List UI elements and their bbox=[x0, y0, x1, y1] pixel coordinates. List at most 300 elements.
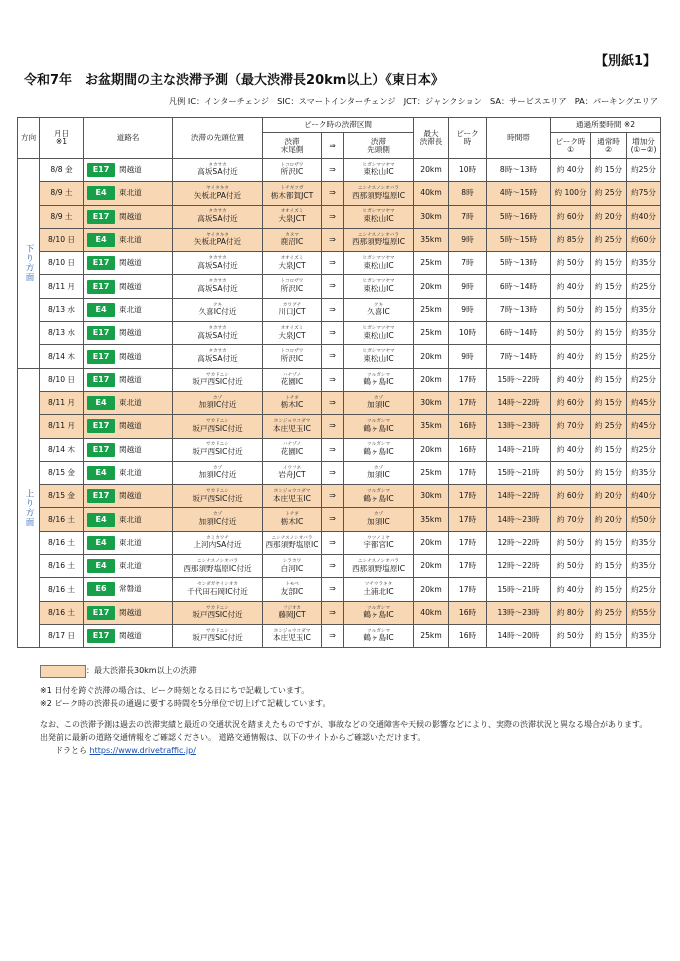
period-cell: 13時～23時 bbox=[487, 415, 551, 438]
head-name: 高坂SA付近 bbox=[197, 260, 238, 270]
road-cell bbox=[84, 555, 173, 578]
period-cell: 12時～22時 bbox=[487, 531, 551, 554]
footnote-2: ※2 ピーク時の渋滞長の通過に要する時間を5分単位で切上げて記載しています。 bbox=[40, 699, 331, 708]
travel-normal-cell: 約 25分 bbox=[591, 228, 627, 251]
tail-name: 西那須野塩原IC bbox=[265, 540, 319, 550]
tail-name: 岩舟JCT bbox=[278, 470, 306, 480]
arrow-cell: ⇒ bbox=[322, 322, 344, 345]
tail-name: 大泉JCT bbox=[278, 260, 306, 270]
front-name: 鶴ヶ島IC bbox=[363, 377, 394, 387]
col-travel-time: 通過所要時間 ※2 bbox=[551, 118, 661, 133]
head-position-cell bbox=[173, 182, 263, 205]
travel-added-cell: 約25分 bbox=[627, 275, 661, 298]
attachment-label: 【別紙1】 bbox=[594, 54, 656, 69]
period-cell: 12時～22時 bbox=[487, 555, 551, 578]
period-cell: 5時～13時 bbox=[487, 252, 551, 275]
max-length-cell: 35km bbox=[414, 415, 449, 438]
road-cell bbox=[84, 508, 173, 531]
table-row bbox=[18, 368, 661, 391]
date-cell: 8/16 土 bbox=[40, 508, 84, 531]
table-row bbox=[18, 391, 661, 414]
tail-cell bbox=[263, 415, 322, 438]
road-cell bbox=[84, 438, 173, 461]
date-cell: 8/16 土 bbox=[40, 601, 84, 624]
tail-name: 栃木都賀JCT bbox=[270, 190, 314, 200]
front-name: 宇都宮IC bbox=[363, 540, 394, 550]
arrow-cell: ⇒ bbox=[322, 578, 344, 601]
travel-normal-cell: 約 20分 bbox=[591, 508, 627, 531]
travel-normal-cell: 約 15分 bbox=[591, 555, 627, 578]
period-cell: 14時～22時 bbox=[487, 485, 551, 508]
arrow-cell: ⇒ bbox=[322, 368, 344, 391]
road-cell bbox=[84, 531, 173, 554]
travel-added-cell: 約35分 bbox=[627, 461, 661, 484]
front-name: 久喜IC bbox=[367, 307, 390, 317]
travel-added-cell: 約35分 bbox=[627, 322, 661, 345]
table-row bbox=[18, 578, 661, 601]
travel-peak-cell: 約 50分 bbox=[551, 461, 591, 484]
front-name: 加須IC bbox=[367, 516, 390, 526]
tail-reading: シラカワ bbox=[282, 558, 302, 564]
travel-peak-cell: 約 60分 bbox=[551, 391, 591, 414]
head-reading: カゾ bbox=[212, 395, 223, 401]
road-code-badge: E4 bbox=[87, 536, 115, 550]
travel-added-cell: 約25分 bbox=[627, 578, 661, 601]
arrow-cell: ⇒ bbox=[322, 391, 344, 414]
front-reading: ツルガシマ bbox=[367, 628, 390, 634]
peak-hour-cell: 16時 bbox=[449, 415, 487, 438]
road-code-badge: E17 bbox=[87, 326, 115, 340]
head-name: 坂戸西SIC付近 bbox=[192, 610, 243, 620]
tail-cell bbox=[263, 578, 322, 601]
front-name: 鶴ヶ島IC bbox=[363, 423, 394, 433]
peak-hour-cell: 16時 bbox=[449, 438, 487, 461]
front-reading: ヒガシマツヤマ bbox=[362, 162, 395, 168]
front-reading: ヒガシマツヤマ bbox=[362, 325, 395, 331]
head-name: 加須IC付近 bbox=[198, 470, 237, 480]
max-length-cell: 35km bbox=[414, 508, 449, 531]
front-reading: ニシナスノシオバラ bbox=[358, 186, 399, 192]
arrow-cell: ⇒ bbox=[322, 531, 344, 554]
road-name: 東北道 bbox=[119, 468, 142, 478]
front-reading: ヒガシマツヤマ bbox=[362, 256, 395, 262]
head-reading: ニシナスノシオバラ bbox=[197, 558, 238, 564]
travel-peak-cell: 約 40分 bbox=[551, 275, 591, 298]
road-name: 東北道 bbox=[119, 514, 142, 524]
road-name: 東北道 bbox=[119, 304, 142, 314]
traffic-site bbox=[55, 745, 196, 756]
front-name: 鶴ヶ島IC bbox=[363, 447, 394, 457]
site-label: ドラとら bbox=[55, 746, 87, 755]
front-cell bbox=[344, 601, 414, 624]
tail-reading: トチギ bbox=[285, 395, 299, 401]
period-cell: 7時～13時 bbox=[487, 298, 551, 321]
travel-added-cell: 約25分 bbox=[627, 368, 661, 391]
max-length-cell: 20km bbox=[414, 368, 449, 391]
travel-added-cell: 約55分 bbox=[627, 601, 661, 624]
site-link[interactable]: https://www.drivetraffic.jp/ bbox=[89, 746, 196, 755]
period-cell: 15時～22時 bbox=[487, 368, 551, 391]
tail-reading: トチギツガ bbox=[280, 186, 304, 192]
tail-cell bbox=[263, 228, 322, 251]
tail-cell bbox=[263, 391, 322, 414]
max-length-cell: 35km bbox=[414, 228, 449, 251]
head-name: 高坂SA付近 bbox=[197, 353, 238, 363]
period-cell: 5時～16時 bbox=[487, 205, 551, 228]
tail-reading: ホンジョウコダマ bbox=[273, 628, 311, 634]
peak-hour-cell: 17時 bbox=[449, 555, 487, 578]
front-reading: ツチウラキタ bbox=[364, 582, 393, 588]
front-reading: カゾ bbox=[373, 512, 384, 518]
road-code-badge: E4 bbox=[87, 513, 115, 527]
head-position-cell bbox=[173, 252, 263, 275]
head-reading: カゾ bbox=[212, 465, 223, 471]
road-cell bbox=[84, 275, 173, 298]
road-cell bbox=[84, 415, 173, 438]
date-cell: 8/17 日 bbox=[40, 624, 84, 647]
front-cell bbox=[344, 391, 414, 414]
head-reading: タカサカ bbox=[208, 349, 227, 355]
road-code-badge: E6 bbox=[87, 582, 115, 596]
front-name: 鶴ヶ島IC bbox=[363, 633, 394, 643]
col-arrow: ⇒ bbox=[322, 133, 344, 159]
period-cell: 8時～13時 bbox=[487, 159, 551, 182]
head-position-cell bbox=[173, 391, 263, 414]
travel-peak-cell: 約 50分 bbox=[551, 531, 591, 554]
road-name: 関越道 bbox=[119, 258, 142, 268]
road-cell bbox=[84, 624, 173, 647]
peak-hour-cell: 17時 bbox=[449, 531, 487, 554]
travel-added-cell: 約35分 bbox=[627, 298, 661, 321]
front-cell bbox=[344, 415, 414, 438]
front-name: 東松山IC bbox=[363, 330, 394, 340]
period-cell: 14時～22時 bbox=[487, 391, 551, 414]
road-name: 関越道 bbox=[119, 421, 142, 431]
front-reading: カゾ bbox=[373, 465, 384, 471]
tail-name: 花園IC bbox=[280, 377, 304, 387]
tail-name: 栃木IC bbox=[280, 400, 304, 410]
travel-added-cell: 約60分 bbox=[627, 228, 661, 251]
travel-normal-cell: 約 25分 bbox=[591, 415, 627, 438]
arrow-cell: ⇒ bbox=[322, 438, 344, 461]
head-reading: タカサカ bbox=[208, 162, 227, 168]
peak-hour-cell: 17時 bbox=[449, 485, 487, 508]
tail-cell bbox=[263, 252, 322, 275]
arrow-cell: ⇒ bbox=[322, 159, 344, 182]
head-reading: ヤイタキタ bbox=[206, 186, 229, 192]
front-name: 鶴ヶ島IC bbox=[363, 493, 394, 503]
head-name: 上河内SA付近 bbox=[193, 540, 242, 550]
tail-reading: オオイズミ bbox=[280, 209, 304, 215]
travel-normal-cell: 約 25分 bbox=[591, 182, 627, 205]
tail-reading: ニシナスノシオバラ bbox=[271, 535, 313, 541]
info-note: 出発前に最新の道路交通情報をご確認ください。 道路交通情報は、以下のサイトからご確認いただけます。 bbox=[40, 733, 426, 742]
front-cell bbox=[344, 182, 414, 205]
legend-note: ：最大渋滞長30km以上の渋滞 bbox=[86, 666, 197, 675]
tail-reading: ホンジョウコダマ bbox=[273, 489, 311, 495]
max-length-cell: 20km bbox=[414, 531, 449, 554]
peak-hour-cell: 17時 bbox=[449, 461, 487, 484]
travel-peak-cell: 約 50分 bbox=[551, 624, 591, 647]
tail-cell bbox=[263, 322, 322, 345]
front-name: 東松山IC bbox=[363, 353, 394, 363]
max-length-cell: 30km bbox=[414, 485, 449, 508]
front-cell bbox=[344, 322, 414, 345]
col-peak-hour: ピーク 時 bbox=[449, 118, 487, 159]
head-name: 高坂SA付近 bbox=[197, 167, 238, 177]
road-cell bbox=[84, 578, 173, 601]
date-cell: 8/8 金 bbox=[40, 159, 84, 182]
head-position-cell bbox=[173, 159, 263, 182]
front-reading: クキ bbox=[373, 302, 384, 308]
travel-peak-cell: 約 100分 bbox=[551, 182, 591, 205]
max-length-cell: 20km bbox=[414, 438, 449, 461]
arrow-cell: ⇒ bbox=[322, 252, 344, 275]
front-reading: ヒガシマツヤマ bbox=[362, 349, 395, 355]
tail-cell bbox=[263, 298, 322, 321]
front-name: 東松山IC bbox=[363, 214, 394, 224]
max-length-cell: 40km bbox=[414, 182, 449, 205]
peak-hour-cell: 16時 bbox=[449, 601, 487, 624]
head-position-cell bbox=[173, 624, 263, 647]
tail-name: 本庄児玉IC bbox=[273, 423, 311, 433]
travel-added-cell: 約25分 bbox=[627, 159, 661, 182]
tail-cell bbox=[263, 182, 322, 205]
date-cell: 8/9 土 bbox=[40, 182, 84, 205]
head-position-cell bbox=[173, 322, 263, 345]
col-travel-peak: ピーク時 ① bbox=[551, 133, 591, 159]
tail-name: 所沢IC bbox=[280, 353, 304, 363]
travel-peak-cell: 約 40分 bbox=[551, 578, 591, 601]
tail-reading: トコロザワ bbox=[280, 279, 304, 285]
front-reading: ツルガシマ bbox=[367, 489, 390, 495]
head-name: 加須IC付近 bbox=[198, 516, 237, 526]
front-reading: ツルガシマ bbox=[367, 419, 390, 425]
head-reading: タカサカ bbox=[208, 209, 227, 215]
period-cell: 7時～14時 bbox=[487, 345, 551, 368]
max-length-cell: 30km bbox=[414, 391, 449, 414]
front-reading: カゾ bbox=[373, 395, 384, 401]
table-row bbox=[18, 438, 661, 461]
travel-peak-cell: 約 50分 bbox=[551, 555, 591, 578]
travel-normal-cell: 約 20分 bbox=[591, 205, 627, 228]
front-cell bbox=[344, 578, 414, 601]
front-cell bbox=[344, 531, 414, 554]
max-length-cell: 30km bbox=[414, 205, 449, 228]
road-name: 東北道 bbox=[119, 398, 142, 408]
tail-reading: フジオカ bbox=[282, 605, 302, 611]
period-cell: 14時～20時 bbox=[487, 624, 551, 647]
table-row bbox=[18, 461, 661, 484]
arrow-cell: ⇒ bbox=[322, 182, 344, 205]
front-name: 鶴ヶ島IC bbox=[363, 610, 394, 620]
max-length-cell: 20km bbox=[414, 159, 449, 182]
tail-name: 白河IC bbox=[280, 563, 304, 573]
road-code-badge: E17 bbox=[87, 443, 115, 457]
table-row bbox=[18, 508, 661, 531]
period-cell: 4時～15時 bbox=[487, 182, 551, 205]
date-cell: 8/16 土 bbox=[40, 531, 84, 554]
travel-peak-cell: 約 40分 bbox=[551, 159, 591, 182]
tail-reading: カワグチ bbox=[282, 302, 302, 308]
col-travel-added: 増加分 (①−②) bbox=[627, 133, 661, 159]
arrow-cell: ⇒ bbox=[322, 485, 344, 508]
arrow-cell: ⇒ bbox=[322, 461, 344, 484]
date-cell: 8/11 月 bbox=[40, 391, 84, 414]
date-cell: 8/10 日 bbox=[40, 368, 84, 391]
travel-normal-cell: 約 15分 bbox=[591, 438, 627, 461]
front-name: 西那須野塩原IC bbox=[351, 563, 406, 573]
travel-peak-cell: 約 85分 bbox=[551, 228, 591, 251]
front-reading: ヒガシマツヤマ bbox=[362, 279, 395, 285]
period-cell: 13時～23時 bbox=[487, 601, 551, 624]
col-max-length: 最大 渋滞長 bbox=[414, 118, 449, 159]
head-name: 高坂SA付近 bbox=[197, 214, 238, 224]
head-name: 矢板北PA付近 bbox=[193, 237, 242, 247]
max-length-cell: 25km bbox=[414, 252, 449, 275]
front-cell bbox=[344, 368, 414, 391]
front-reading: ツルガシマ bbox=[367, 372, 390, 378]
head-name: 矢板北PA付近 bbox=[193, 190, 242, 200]
road-cell bbox=[84, 485, 173, 508]
front-reading: ウツノミヤ bbox=[367, 535, 390, 541]
head-position-cell bbox=[173, 531, 263, 554]
road-cell bbox=[84, 228, 173, 251]
arrow-cell: ⇒ bbox=[322, 228, 344, 251]
road-name: 関越道 bbox=[119, 444, 142, 454]
travel-peak-cell: 約 60分 bbox=[551, 485, 591, 508]
front-reading: ツルガシマ bbox=[367, 605, 390, 611]
travel-normal-cell: 約 15分 bbox=[591, 252, 627, 275]
road-code-badge: E4 bbox=[87, 396, 115, 410]
col-period: 時間帯 bbox=[487, 118, 551, 159]
travel-peak-cell: 約 60分 bbox=[551, 205, 591, 228]
head-reading: ヤイタキタ bbox=[206, 232, 229, 238]
head-name: 坂戸西SIC付近 bbox=[192, 447, 243, 457]
period-cell: 14時～23時 bbox=[487, 508, 551, 531]
front-name: 加須IC bbox=[367, 400, 390, 410]
head-name: 千代田石岡IC付近 bbox=[187, 586, 248, 596]
head-reading: カゾ bbox=[212, 512, 223, 518]
table-row bbox=[18, 555, 661, 578]
col-direction: 方向 bbox=[18, 118, 40, 159]
road-cell bbox=[84, 298, 173, 321]
head-reading: サカドニシ bbox=[206, 489, 229, 495]
abbreviation-legend: 凡例 IC：インターチェンジ SIC：スマートインターチェンジ JCT：ジャンクション SA：サービスエリア PA：パーキングエリア bbox=[168, 96, 658, 106]
front-name: 東松山IC bbox=[363, 283, 394, 293]
road-code-badge: E4 bbox=[87, 186, 115, 200]
road-code-badge: E4 bbox=[87, 466, 115, 480]
tail-cell bbox=[263, 159, 322, 182]
tail-name: 川口JCT bbox=[278, 307, 306, 317]
front-cell bbox=[344, 228, 414, 251]
arrow-cell: ⇒ bbox=[322, 415, 344, 438]
head-name: 加須IC付近 bbox=[198, 400, 237, 410]
front-cell bbox=[344, 624, 414, 647]
footnote-1: ※1 日付を跨ぐ渋滞の場合は、ピーク時刻となる日にちで記載しています。 bbox=[40, 686, 310, 695]
peak-hour-cell: 17時 bbox=[449, 578, 487, 601]
table-row bbox=[18, 601, 661, 624]
head-position-cell bbox=[173, 298, 263, 321]
peak-hour-cell: 9時 bbox=[449, 298, 487, 321]
tail-cell bbox=[263, 601, 322, 624]
front-name: 東松山IC bbox=[363, 260, 394, 270]
travel-normal-cell: 約 15分 bbox=[591, 531, 627, 554]
road-code-badge: E4 bbox=[87, 303, 115, 317]
road-cell bbox=[84, 252, 173, 275]
travel-added-cell: 約40分 bbox=[627, 485, 661, 508]
date-cell: 8/11 月 bbox=[40, 415, 84, 438]
tail-name: 大泉JCT bbox=[278, 214, 306, 224]
date-cell: 8/10 日 bbox=[40, 252, 84, 275]
tail-cell bbox=[263, 205, 322, 228]
head-name: 坂戸西SIC付近 bbox=[192, 633, 243, 643]
period-cell: 15時～21時 bbox=[487, 461, 551, 484]
road-name: 関越道 bbox=[119, 491, 142, 501]
head-position-cell bbox=[173, 275, 263, 298]
tail-cell bbox=[263, 531, 322, 554]
travel-peak-cell: 約 40分 bbox=[551, 368, 591, 391]
col-front: 渋滞 先頭側 bbox=[344, 133, 414, 159]
road-code-badge: E17 bbox=[87, 280, 115, 294]
tail-reading: オオイズミ bbox=[280, 325, 304, 331]
col-travel-normal: 通常時 ② bbox=[591, 133, 627, 159]
tail-reading: トコロザワ bbox=[280, 162, 304, 168]
travel-normal-cell: 約 15分 bbox=[591, 368, 627, 391]
table-row bbox=[18, 485, 661, 508]
tail-cell bbox=[263, 438, 322, 461]
peak-hour-cell: 10時 bbox=[449, 322, 487, 345]
road-name: 東北道 bbox=[119, 188, 142, 198]
front-cell bbox=[344, 485, 414, 508]
head-reading: タカサカ bbox=[208, 279, 227, 285]
road-cell bbox=[84, 182, 173, 205]
head-name: 坂戸西SIC付近 bbox=[192, 377, 243, 387]
peak-hour-cell: 16時 bbox=[449, 624, 487, 647]
travel-normal-cell: 約 15分 bbox=[591, 345, 627, 368]
disclaimer: なお、この渋滞予測は過去の渋滞実績と最近の交通状況を踏まえたものですが、事故などの交通障害や天候の影響などにより、実際の渋滞状況と異なる場合があります。 bbox=[40, 720, 648, 729]
date-cell: 8/13 水 bbox=[40, 322, 84, 345]
date-cell: 8/9 土 bbox=[40, 205, 84, 228]
travel-normal-cell: 約 15分 bbox=[591, 461, 627, 484]
head-reading: クキ bbox=[212, 302, 223, 308]
head-position-cell bbox=[173, 205, 263, 228]
road-code-badge: E4 bbox=[87, 559, 115, 573]
head-position-cell bbox=[173, 461, 263, 484]
head-position-cell bbox=[173, 485, 263, 508]
head-reading: サカドニシ bbox=[206, 372, 229, 378]
date-cell: 8/15 金 bbox=[40, 485, 84, 508]
travel-normal-cell: 約 15分 bbox=[591, 159, 627, 182]
travel-normal-cell: 約 20分 bbox=[591, 485, 627, 508]
tail-cell bbox=[263, 485, 322, 508]
tail-reading: ハナゾノ bbox=[282, 372, 302, 378]
tail-name: 大泉JCT bbox=[278, 330, 306, 340]
front-cell bbox=[344, 205, 414, 228]
arrow-cell: ⇒ bbox=[322, 601, 344, 624]
head-position-cell bbox=[173, 508, 263, 531]
tail-reading: ハナゾノ bbox=[282, 442, 302, 448]
travel-normal-cell: 約 15分 bbox=[591, 275, 627, 298]
direction-up-label: 上り方面 bbox=[18, 368, 40, 648]
head-reading: サカドニシ bbox=[206, 442, 229, 448]
travel-normal-cell: 約 15分 bbox=[591, 624, 627, 647]
travel-added-cell: 約45分 bbox=[627, 415, 661, 438]
tail-name: 所沢IC bbox=[280, 167, 304, 177]
road-cell bbox=[84, 368, 173, 391]
direction-down-label: 下り方面 bbox=[18, 159, 40, 369]
road-code-badge: E4 bbox=[87, 233, 115, 247]
